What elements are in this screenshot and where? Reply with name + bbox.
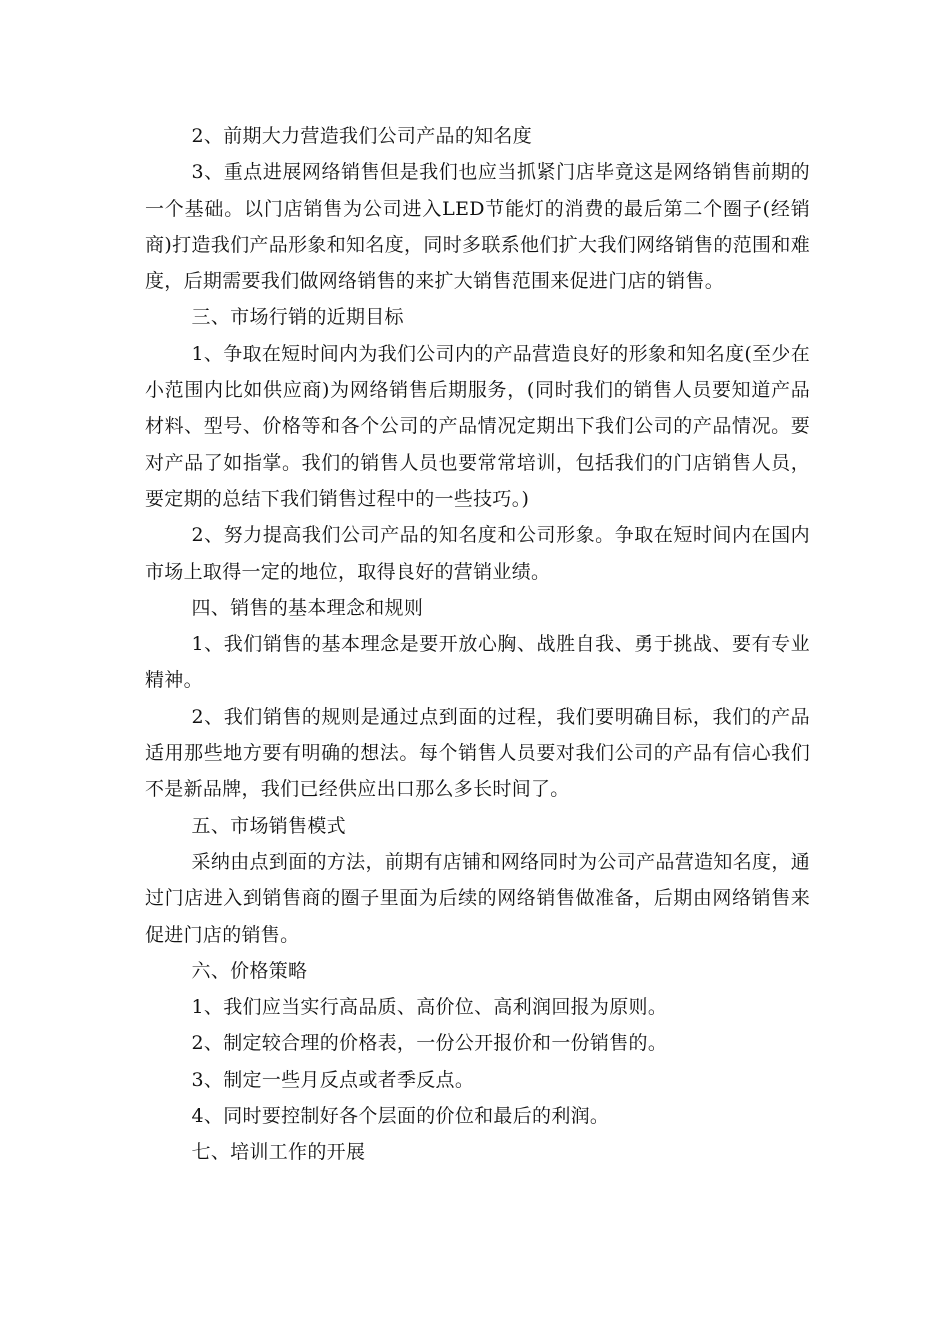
section-heading-sales-model: 五、市场销售模式 xyxy=(191,814,346,837)
paragraph-sales-model: 采纳由点到面的方法，前期有店铺和网络同时为公司产品营造知名度，通过门店进入到销售商的圈子里面为后续的网络销售做准备，后期由网络销售来促进门店的销售。 xyxy=(145,850,810,946)
paragraph-pricing-3: 3、制定一些月反点或者季反点。 xyxy=(191,1068,475,1091)
section-heading-near-term-goals: 三、市场行销的近期目标 xyxy=(191,306,404,329)
paragraph-point-3-online-sales: 3、重点进展网络销售但是我们也应当抓紧门店毕竟这是网络销售前期的一个基础。以门店销售为公司进入LED节能灯的消费的最后第二个圈子(经销商)打造我们产品形象和知名度，同时多联系他们扩大我们网络销售的范围和难度，后期需要我们做网络销售的来扩大销售范围来促进门店的销售。 xyxy=(145,161,810,293)
paragraph-principle-1: 1、我们销售的基本理念是要开放心胸、战胜自我、勇于挑战、要有专业精神。 xyxy=(145,633,810,692)
paragraph-goal-2: 2、努力提高我们公司产品的知名度和公司形象。争取在短时间内在国内市场上取得一定的地位，取得良好的营销业绩。 xyxy=(145,524,810,583)
paragraph-principle-2: 2、我们销售的规则是通过点到面的过程，我们要明确目标，我们的产品适用那些地方要有明确的想法。每个销售人员要对我们公司的产品有信心我们不是新品牌，我们已经供应出口那么多长时间了。 xyxy=(145,705,810,801)
paragraph-pricing-4: 4、同时要控制好各个层面的价位和最后的利润。 xyxy=(191,1105,610,1128)
paragraph-pricing-1: 1、我们应当实行高品质、高价位、高利润回报为原则。 xyxy=(191,996,668,1019)
paragraph-goal-1: 1、争取在短时间内为我们公司内的产品营造良好的形象和知名度(至少在小范围内比如供应商)为网络销售后期服务，(同时我们的销售人员要知道产品材料、型号、价格等和各个公司的产品情况定期出下我们公司的产品情况。要对产品了如指掌。我们的销售人员也要常常培训，包括我们的门店销售人员，要定期的总结下我们销售过程中的一些技巧。) xyxy=(145,342,810,510)
paragraph-pricing-2: 2、制定较合理的价格表，一份公开报价和一份销售的。 xyxy=(191,1032,668,1055)
section-heading-training: 七、培训工作的开展 xyxy=(191,1141,366,1164)
paragraph-point-2-brand-awareness: 2、前期大力营造我们公司产品的知名度 xyxy=(191,125,533,147)
section-heading-pricing-strategy: 六、价格策略 xyxy=(191,959,308,982)
document-body xyxy=(145,118,810,1171)
section-heading-sales-principles: 四、销售的基本理念和规则 xyxy=(191,596,424,619)
